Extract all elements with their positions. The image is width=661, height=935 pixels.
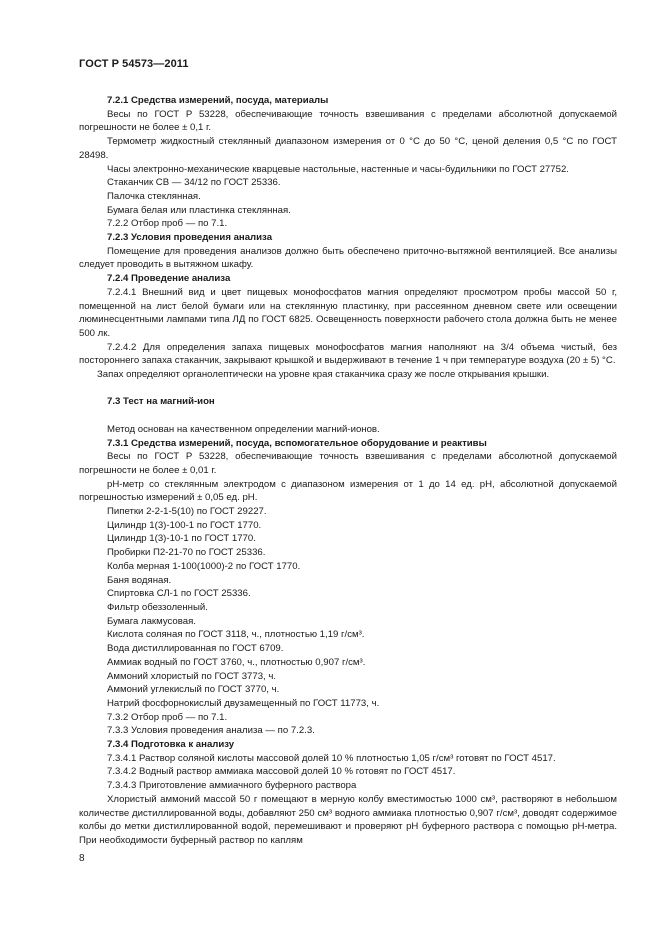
paragraph: Цилиндр 1(3)-10-1 по ГОСТ 1770. xyxy=(107,533,256,545)
paragraph: 7.3.4.3 Приготовление аммиачного буферного раствора xyxy=(107,780,357,792)
paragraph: Колба мерная 1-100(1000)-2 по ГОСТ 1770. xyxy=(107,560,301,572)
page-number: 8 xyxy=(79,853,85,864)
spacer xyxy=(79,409,617,423)
paragraph: 7.3.2 Отбор проб — по 7.1. xyxy=(107,711,228,723)
paragraph: Аммоний хлористый по ГОСТ 3773, ч. xyxy=(107,670,277,682)
paragraph: 7.2.4.1 Внешний вид и цвет пищевых монофосфатов магния определяют просмотром пробы массой 50 г, помещенной на лист белой бумаги или на стеклянную пластинку, при рассеянном дневном свете или освещении люминесцентными лампами типа ЛД по ГОСТ 6825. Освещенность поверхности рабочего стола должна быть не менее 500 лк. xyxy=(79,286,617,339)
paragraph: Фильтр обеззоленный. xyxy=(107,601,208,613)
paragraph: 7.3.4.1 Раствор соляной кислоты массовой долей 10 % плотностью 1,05 г/см³ готовят по ГОСТ 4517. xyxy=(107,752,556,764)
paragraph: Термометр жидкостный стеклянный диапазоном измерения от 0 °С до 50 °С, ценой деления 0,5 °С по ГОСТ 28498. xyxy=(79,136,617,161)
paragraph: 7.3.3 Условия проведения анализа — по 7.2.3. xyxy=(107,725,315,737)
paragraph: Бумага лакмусовая. xyxy=(107,615,196,627)
paragraph: Пипетки 2-2-1-5(10) по ГОСТ 29227. xyxy=(107,506,267,518)
section-heading: 7.3.4 Подготовка к анализу xyxy=(107,739,235,751)
section-heading: 7.2.3 Условия проведения анализа xyxy=(107,232,273,244)
paragraph: Пробирки П2-21-70 по ГОСТ 25336. xyxy=(107,547,266,559)
paragraph: Метод основан на качественном определении магний-ионов. xyxy=(107,423,380,435)
paragraph: Запах определяют органолептически на уровне края стаканчика сразу же после открывания крышки. xyxy=(97,369,550,381)
paragraph: 7.2.4.2 Для определения запаха пищевых монофосфатов магния наполняют на 3/4 объема чистый, без постороннего запаха стаканчик, закрывают крышкой и выдерживают в течение 1 ч при температуре воздуха (20 ± 5) °С. xyxy=(79,341,617,367)
section-heading: 7.3 Тест на магний-ион xyxy=(107,396,215,408)
paragraph: Спиртовка СЛ-1 по ГОСТ 25336. xyxy=(107,588,251,600)
section-heading: 7.2.4 Проведение анализа xyxy=(107,273,231,285)
paragraph: Помещение для проведения анализов должно быть обеспечено приточно-вытяжной вентиляцией. Все анализы следует проводить в вытяжном шкафу. xyxy=(79,245,617,271)
paragraph: Кислота соляная по ГОСТ 3118, ч., плотностью 1,19 г/см³. xyxy=(107,629,365,641)
paragraph: Стаканчик СВ — 34/12 по ГОСТ 25336. xyxy=(107,177,281,189)
paragraph: Бумага белая или пластинка стеклянная. xyxy=(107,204,291,216)
paragraph: Цилиндр 1(3)-100-1 по ГОСТ 1770. xyxy=(107,519,262,531)
document-header: ГОСТ Р 54573—2011 xyxy=(79,58,189,70)
paragraph: 7.3.4.2 Водный раствор аммиака массовой долей 10 % готовят по ГОСТ 4517. xyxy=(107,766,456,778)
paragraph: 7.2.2 Отбор проб — по 7.1. xyxy=(107,218,228,230)
document-body xyxy=(79,94,617,848)
paragraph: Натрий фосфорнокислый двузамещенный по ГОСТ 11773, ч. xyxy=(107,697,380,709)
paragraph: Часы электронно-механические кварцевые настольные, настенные и часы-будильники по ГОСТ 27752. xyxy=(107,163,569,175)
paragraph: Весы по ГОСТ Р 53228, обеспечивающие точность взвешивания с пределами абсолютной допускаемой погрешности не более ± 0,1 г. xyxy=(79,108,617,134)
section-heading: 7.2.1 Средства измерений, посуда, материалы xyxy=(107,95,329,106)
paragraph: Вода дистиллированная по ГОСТ 6709. xyxy=(107,643,284,655)
section-heading: 7.3.1 Средства измерений, посуда, вспомогательное оборудование и реактивы xyxy=(107,437,487,449)
paragraph: Весы по ГОСТ Р 53228, обеспечивающие точность взвешивания с пределами абсолютной допускаемой погрешности не более ± 0,01 г. xyxy=(79,451,617,476)
paragraph: Хлористый аммоний массой 50 г помещают в мерную колбу вместимостью 1000 см³, растворяют в небольшом количестве дистиллированной воды, добавляют 250 см³ водного аммиака плотностью 0,907 г/см³, доводят содержимое колбы до метки дистиллированной водой, перемешивают и проверяют pH буферного раствора с помощью pH-метра. При необходимости буферный раствор по каплям xyxy=(79,793,617,846)
paragraph: Баня водяная. xyxy=(107,574,172,586)
paragraph: Аммоний углекислый по ГОСТ 3770, ч. xyxy=(107,684,280,696)
paragraph: Палочка стеклянная. xyxy=(107,190,201,202)
paragraph: pH-метр со стеклянным электродом с диапазоном измерения от 1 до 14 ед. pH, абсолютной допускаемой погрешностью измерений ± 0,05 ед. pH. xyxy=(79,478,617,504)
paragraph: Аммиак водный по ГОСТ 3760, ч., плотностью 0,907 г/см³. xyxy=(107,656,366,668)
spacer xyxy=(79,382,617,396)
